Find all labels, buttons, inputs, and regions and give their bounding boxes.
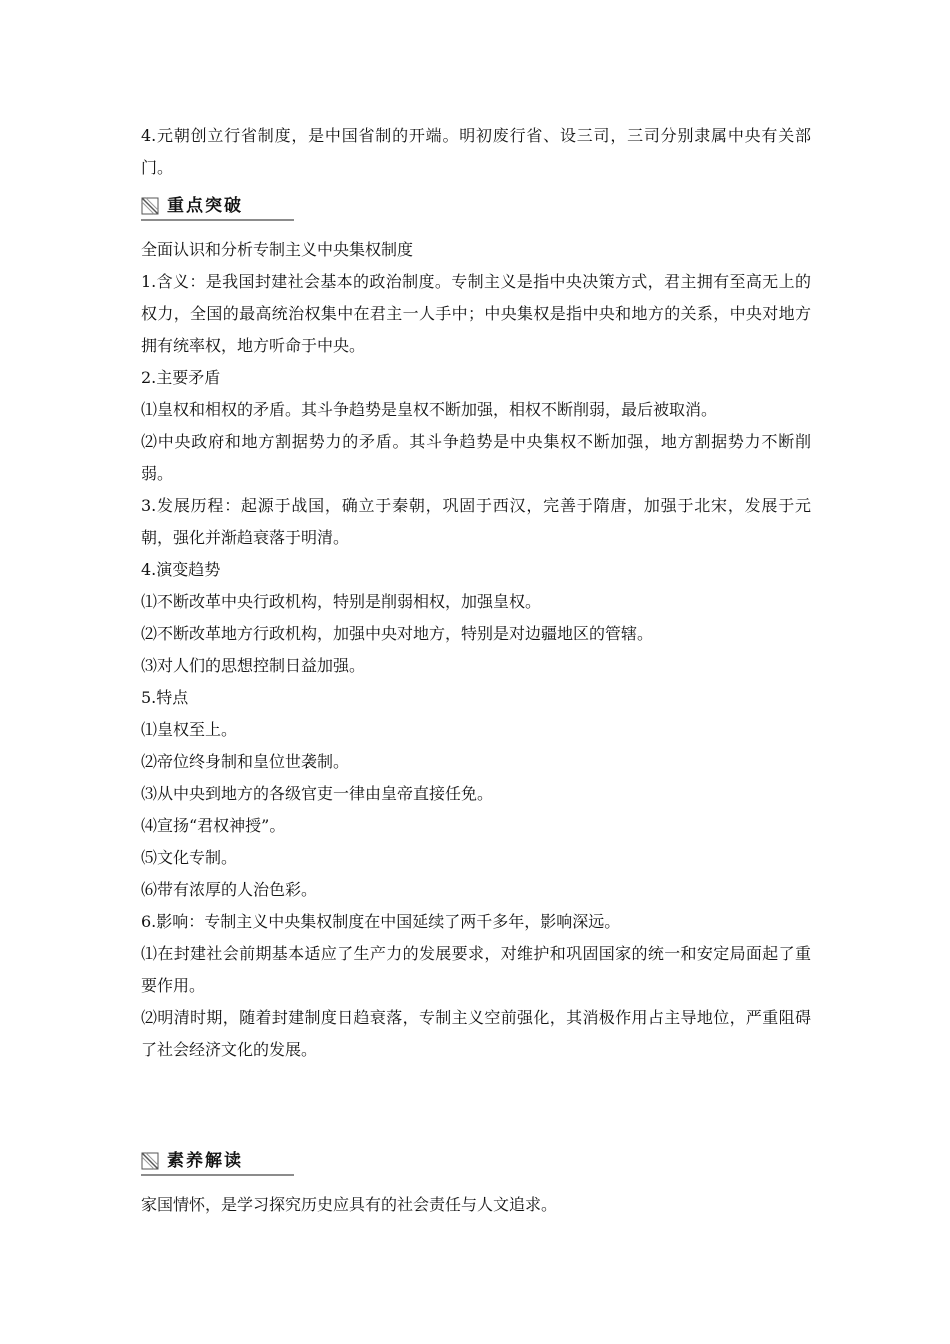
paragraph-trend-2: ⑵不断改革地方行政机构，加强中央对地方，特别是对边疆地区的管辖。 xyxy=(141,624,654,643)
paragraph-influence-1: ⑴在封建社会前期基本适应了生产力的发展要求，对维护和巩固国家的统一和安定局面起了重要作用。 xyxy=(141,944,811,995)
paragraph-feature-2: ⑵帝位终身制和皇位世袭制。 xyxy=(141,752,350,771)
paragraph-contradiction-2: ⑵中央政府和地方割据势力的矛盾。其斗争趋势是中央集权不断加强，地方割据势力不断削弱。 xyxy=(141,432,811,483)
diagonal-slash-box-icon xyxy=(141,1152,159,1170)
paragraph-literacy: 家国情怀，是学习探究历史应具有的社会责任与人文追求。 xyxy=(141,1195,558,1214)
paragraph-evolution-trend: 4.演变趋势 xyxy=(141,560,221,579)
paragraph-development: 3.发展历程：起源于战国，确立于秦朝，巩固于西汉，完善于隋唐，加强于北宋，发展于元朝，强化并渐趋衰落于明清。 xyxy=(141,496,811,547)
section-heading-literacy xyxy=(141,1150,294,1176)
paragraph-definition: 1.含义：是我国封建社会基本的政治制度。专制主义是指中央决策方式，君主拥有至高无上的权力，全国的最高统治权集中在君主一人手中；中央集权是指中央和地方的关系，中央对地方拥有统率权，地方听命于中央。 xyxy=(141,272,811,355)
section-heading-label: 素养解读 xyxy=(167,1151,243,1171)
section-heading-rule xyxy=(141,1174,294,1176)
paragraph-feature-3: ⑶从中央到地方的各级官吏一律由皇帝直接任免。 xyxy=(141,784,494,803)
section-heading-label: 重点突破 xyxy=(167,196,243,216)
diagonal-slash-box-icon xyxy=(141,197,159,215)
paragraph-intro-item4: 4.元朝创立行省制度，是中国省制的开端。明初废行省、设三司，三司分别隶属中央有关部门。 xyxy=(141,126,811,177)
paragraph-contradiction-1: ⑴皇权和相权的矛盾。其斗争趋势是皇权不断加强，相权不断削弱，最后被取消。 xyxy=(141,400,718,419)
paragraph-features: 5.特点 xyxy=(141,688,189,707)
paragraph-topic: 全面认识和分析专制主义中央集权制度 xyxy=(141,240,414,259)
paragraph-main-contradictions: 2.主要矛盾 xyxy=(141,368,221,387)
paragraph-trend-3: ⑶对人们的思想控制日益加强。 xyxy=(141,656,366,675)
section-heading-key-points xyxy=(141,195,294,221)
paragraph-trend-1: ⑴不断改革中央行政机构，特别是削弱相权，加强皇权。 xyxy=(141,592,542,611)
section-heading-rule xyxy=(141,219,294,221)
paragraph-influence: 6.影响：专制主义中央集权制度在中国延续了两千多年，影响深远。 xyxy=(141,912,621,931)
paragraph-feature-6: ⑹带有浓厚的人治色彩。 xyxy=(141,880,318,899)
paragraph-feature-5: ⑸文化专制。 xyxy=(141,848,238,867)
paragraph-influence-2: ⑵明清时期，随着封建制度日趋衰落，专制主义空前强化，其消极作用占主导地位，严重阻碍了社会经济文化的发展。 xyxy=(141,1008,811,1059)
paragraph-feature-1: ⑴皇权至上。 xyxy=(141,720,238,739)
paragraph-feature-4: ⑷宣扬“君权神授”。 xyxy=(141,816,286,835)
